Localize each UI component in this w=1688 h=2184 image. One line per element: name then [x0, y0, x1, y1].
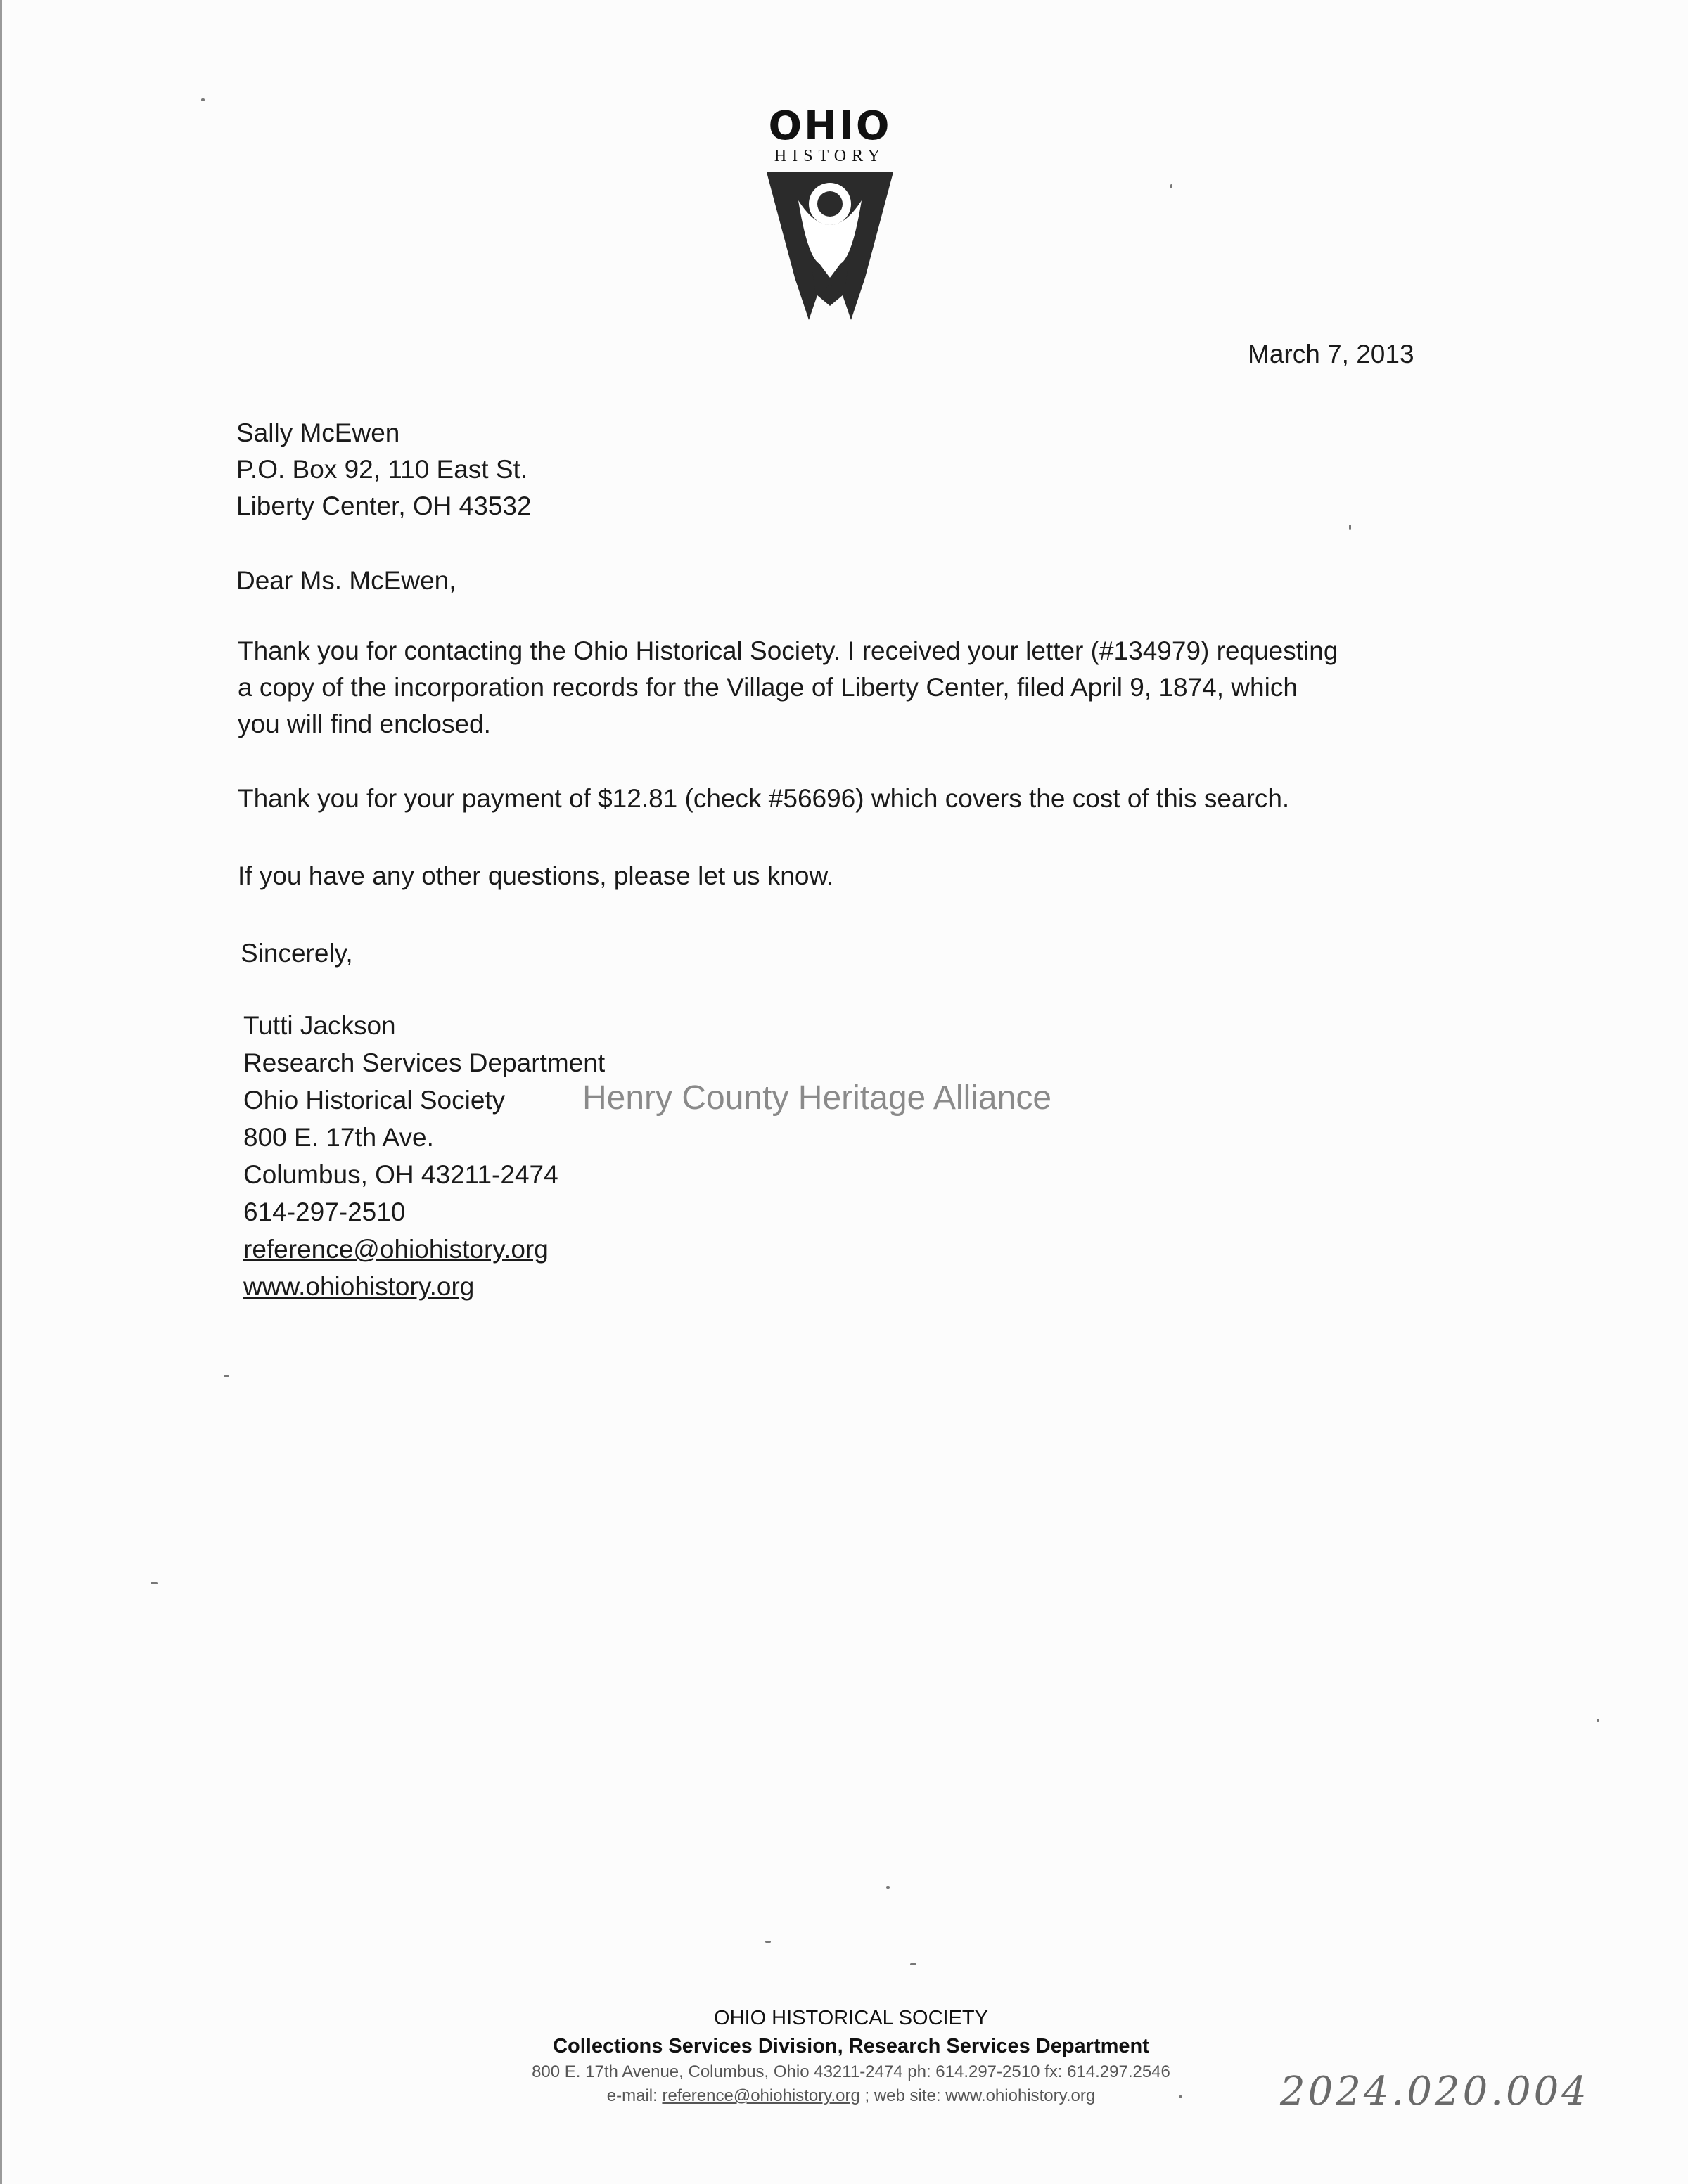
scan-speck	[224, 1375, 229, 1377]
paragraph-line: you will find enclosed.	[238, 709, 491, 738]
salutation: Dear Ms. McEwen,	[236, 566, 456, 595]
signer-city: Columbus, OH 43211-2474	[243, 1160, 558, 1189]
footer-website-link[interactable]: www.ohiohistory.org	[945, 2086, 1096, 2105]
signer-department: Research Services Department	[243, 1048, 606, 1077]
signer-email-link[interactable]: reference@ohiohistory.org	[243, 1235, 549, 1264]
letterhead-footer	[492, 2004, 1210, 2108]
scan-speck	[910, 1963, 916, 1965]
scan-speck	[201, 98, 205, 101]
recipient-block	[236, 415, 532, 525]
signer-name: Tutti Jackson	[243, 1011, 396, 1040]
closing: Sincerely,	[241, 939, 353, 968]
logo-subtitle: HISTORY	[774, 147, 886, 165]
scan-speck	[151, 1582, 158, 1584]
footer-address: 800 E. 17th Avenue, Columbus, Ohio 43211-2474 ph: 614.297-2510 fx: 614.297.2546	[532, 2062, 1170, 2081]
footer-contact	[492, 2084, 1210, 2108]
letter-date: March 7, 2013	[1248, 340, 1414, 368]
body-paragraph-3	[238, 858, 1447, 894]
signer-website-link[interactable]: www.ohiohistory.org	[243, 1272, 475, 1301]
ohio-history-logo	[756, 105, 904, 323]
scan-speck	[765, 1941, 771, 1943]
footer-email-label: e-mail:	[606, 2086, 658, 2105]
paragraph-line: Thank you for your payment of $12.81 (check #56696) which covers the cost of this search.	[238, 784, 1290, 813]
scan-speck	[1597, 1719, 1599, 1722]
signature-block	[243, 1007, 605, 1305]
scan-edge	[0, 0, 2, 2184]
body-paragraph-1	[238, 633, 1447, 743]
footer-division: Collections Services Division, Research Services Department	[553, 2035, 1149, 2057]
signer-street: 800 E. 17th Ave.	[243, 1123, 434, 1152]
ohio-history-emblem-icon	[767, 172, 893, 320]
footer-web-label: ; web site:	[864, 2086, 941, 2105]
recipient-name: Sally McEwen	[236, 418, 400, 447]
scan-speck	[1349, 525, 1351, 530]
footer-email-link[interactable]: reference@ohiohistory.org	[662, 2086, 860, 2105]
paragraph-line: If you have any other questions, please let us know.	[238, 861, 834, 890]
paragraph-line: a copy of the incorporation records for the Village of Liberty Center, filed April 9, 1874, which	[238, 673, 1298, 702]
signer-organization: Ohio Historical Society	[243, 1086, 506, 1115]
recipient-address-line1: P.O. Box 92, 110 East St.	[236, 455, 528, 484]
scan-speck	[1179, 2095, 1182, 2098]
footer-org: OHIO HISTORICAL SOCIETY	[714, 2007, 988, 2029]
scan-speck	[1170, 184, 1172, 188]
signer-phone: 614-297-2510	[243, 1197, 406, 1226]
logo-wordmark: OHIO	[768, 103, 892, 149]
body-paragraph-2	[238, 781, 1447, 817]
scan-speck	[886, 1886, 890, 1889]
recipient-address-line2: Liberty Center, OH 43532	[236, 492, 532, 520]
paragraph-line: Thank you for contacting the Ohio Historical Society. I received your letter (#134979) requesting	[238, 636, 1338, 665]
watermark-text: Henry County Heritage Alliance	[582, 1079, 1052, 1117]
accession-number: 2024.020.004	[1280, 2069, 1590, 2114]
